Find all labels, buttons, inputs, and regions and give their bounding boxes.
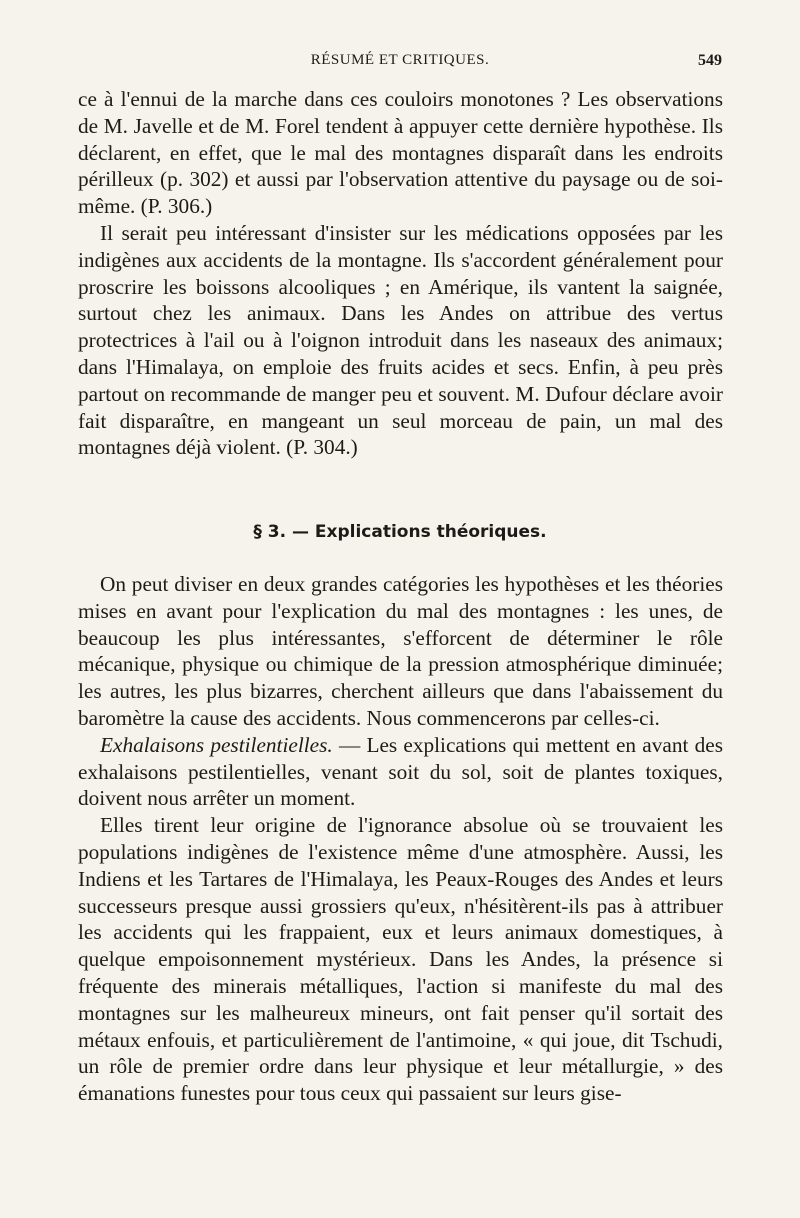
paragraph-medications: Il serait peu intéressant d'insister sur les médications opposées par les indigènes aux accidents de la montagne. Ils s'accordent généralement pour proscrire les boissons alcooliques ; en Amérique, ils vantent la saignée, surtout chez les animaux. Dans les Andes on attribue des vertus protectrices à l'ail ou à l'oignon introduit dans les naseaux des animaux; dans l'Himalaya, on emploie des fruits acides et secs. Enfin, à peu près partout on recommande de manger peu et souvent. M. Dufour déclare avoir fait disparaître, en mangeant un seul morceau de pain, un mal des montagnes déjà violent. (P. 304.) <box>78 220 723 460</box>
paragraph-continuation: ce à l'ennui de la marche dans ces couloirs monotones ? Les observations de M. Javelle et de M. Forel tendent à appuyer cette dernière hypothèse. Ils déclarent, en effet, que le mal des montagnes disparaît dans les endroits périlleux (p. 302) et aussi par l'observation attentive du paysage ou de soi-même. (P. 306.) <box>78 87 723 219</box>
paragraph-exhalaisons-text: — Les explications qui mettent en avant des exhalaisons pestilentielles, venant soit du sol, soit de plantes toxiques, doivent nous arrêter un moment. <box>78 732 723 811</box>
page-number: 549 <box>698 52 722 69</box>
text-block-bottom <box>78 571 723 1107</box>
paragraph-categories: On peut diviser en deux grandes catégories les hypothèses et les théories mises en avant pour l'explication du mal des montagnes : les unes, de beaucoup les plus intéressantes, s'efforcent de déterminer le rôle mécanique, physique ou chimique de la pression atmosphérique diminuée; les autres, les plus bizarres, cherchent ailleurs que dans l'abaissement du baromètre la cause des accidents. Nous commencerons par celles-ci. <box>78 572 723 730</box>
running-title: RÉSUMÉ ET CRITIQUES. <box>310 52 490 68</box>
paragraph-exhalaisons <box>78 732 723 812</box>
running-head <box>0 52 800 76</box>
run-in-heading: Exhalaisons pestilentielles. <box>100 732 333 757</box>
section-heading: § 3. — Explications théoriques. <box>253 522 547 542</box>
paragraph-origins: Elles tirent leur origine de l'ignorance absolue où se trouvaient les populations indigènes de l'existence même d'une atmosphère. Aussi, les Indiens et les Tartares de l'Himalaya, les Peaux-Rouges des Andes et leurs successeurs presque aussi grossiers qu'eux, n'hésitèrent-ils pas à attribuer les accidents qui les frappaient, eux et leurs animaux domestiques, à quelque empoisonnement mystérieux. Dans les Andes, la présence si fréquente des minerais métalliques, l'action si manifeste du mal des montagnes sur les malheureux mineurs, ont fait penser qu'il sortait des métaux enfouis, et particulièrement de l'antimoine, « qui joue, dit Tschudi, un rôle de premier ordre dans leur physique et leur métallurgie, » des émanations funestes pour tous ceux qui passaient sur leurs gise- <box>78 813 723 1106</box>
text-block-top <box>78 86 723 461</box>
